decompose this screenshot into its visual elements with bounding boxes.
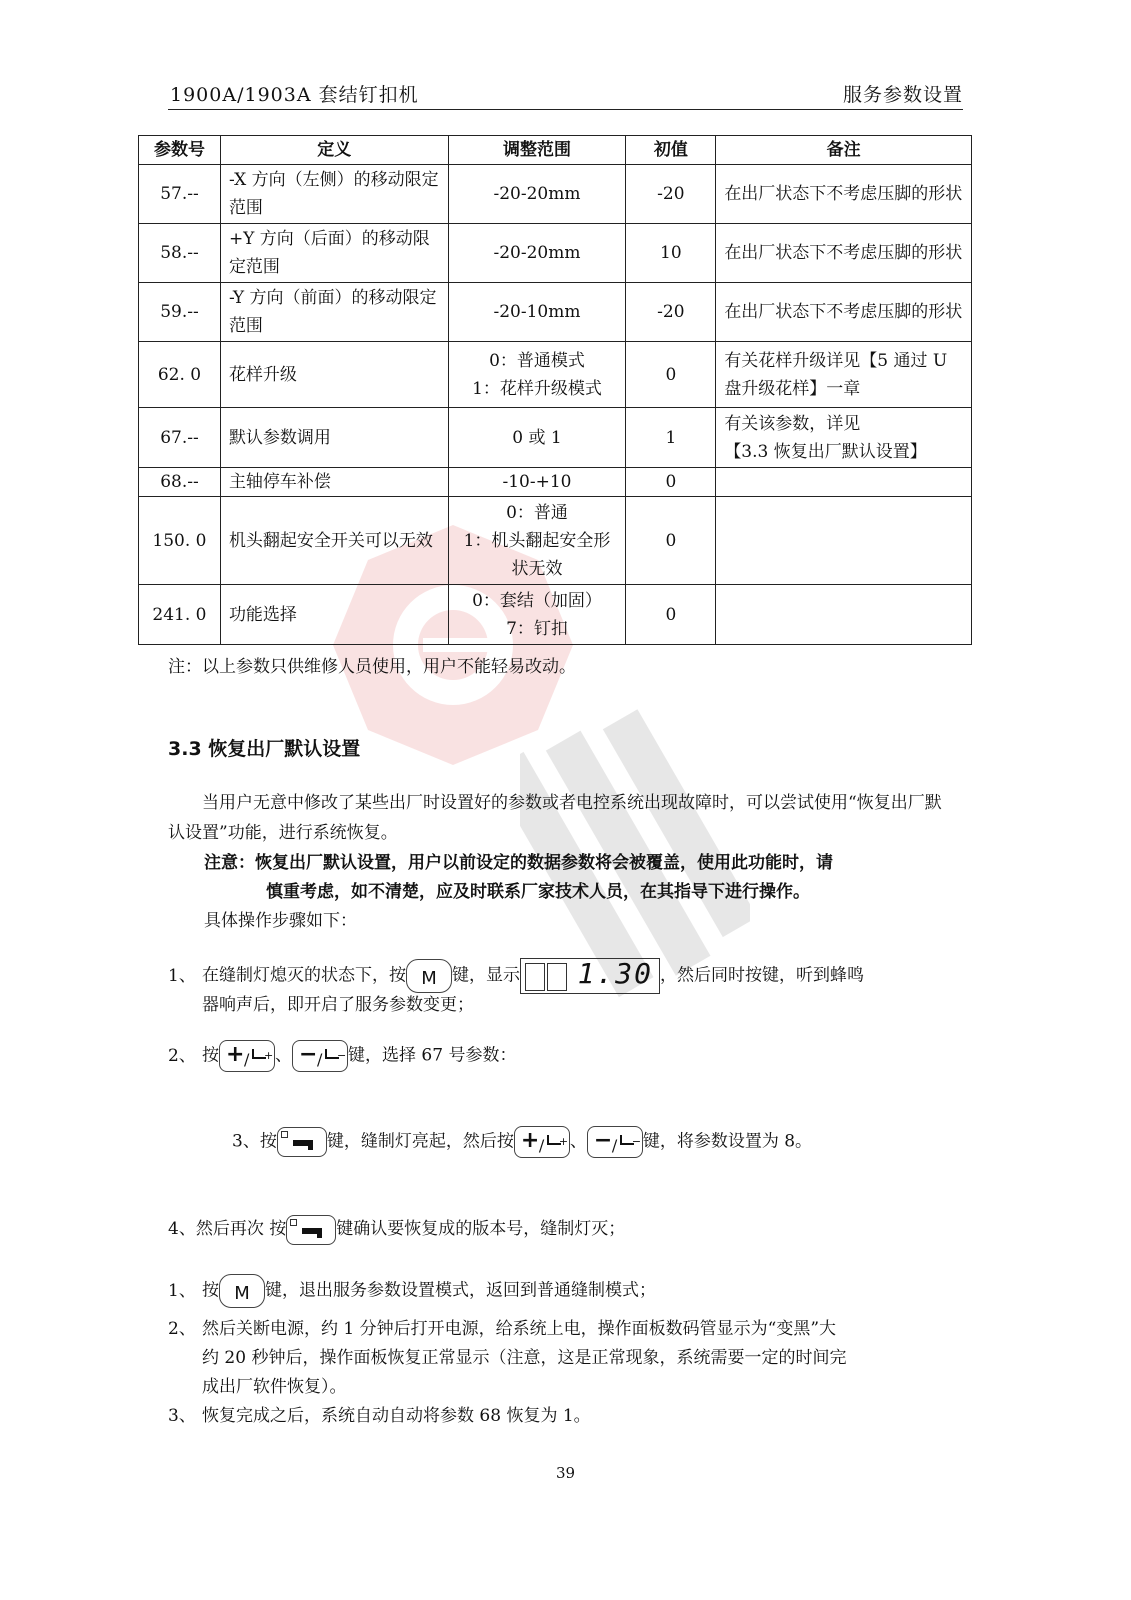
param-number: 62. 0: [139, 342, 221, 408]
param-initial: 0: [626, 468, 716, 497]
plus-icon: +: [520, 1128, 540, 1153]
step-3: [232, 1126, 812, 1158]
steps-intro: 具体操作步骤如下：: [204, 911, 357, 931]
page-number: 39: [555, 1464, 576, 1482]
step-text: 键，选择 67 号参数：: [348, 1045, 517, 1066]
step-text: 键，缝制灯亮起，然后按: [326, 1131, 514, 1152]
param-number: 57.--: [139, 165, 221, 224]
param-remarks: [716, 468, 972, 497]
plus-key[interactable]: + / +: [514, 1126, 570, 1158]
m-key[interactable]: [219, 1274, 265, 1308]
param-initial: 0: [626, 497, 716, 585]
param-range: -20-10mm: [448, 283, 626, 342]
param-remarks: 有关花样升级详见【5 通过 U 盘升级花样】一章: [716, 342, 972, 408]
step-number: 1、: [168, 1280, 196, 1301]
param-initial: 0: [626, 342, 716, 408]
param-definition: 花样升级: [220, 342, 448, 408]
table-row: [139, 165, 972, 224]
plus-superscript: +: [264, 1049, 274, 1062]
table-header-row: [139, 136, 972, 165]
m-key[interactable]: [406, 959, 452, 993]
param-number: 241. 0: [139, 585, 221, 645]
range-option-0: 0：普通: [506, 502, 568, 523]
header-section: 服务参数设置: [842, 84, 963, 106]
minus-icon: −: [593, 1128, 613, 1153]
col-header-range: 调整范围: [448, 136, 626, 165]
intro-paragraph: 当用户无意中修改了某些出厂时设置好的参数或者电控系统出现故障时，可以尝试使用“恢复出厂默认设置”功能，进行系统恢复。: [168, 793, 942, 843]
ready-key[interactable]: [286, 1215, 336, 1245]
range-option-0: 0：套结（加固）: [472, 590, 602, 611]
warning-line-1: 注意：恢复出厂默认设置，用户以前设定的数据参数将会被覆盖，使用此功能时，请: [204, 853, 833, 873]
minus-superscript: −: [337, 1049, 347, 1062]
param-initial: 1: [626, 408, 716, 468]
param-number: 68.--: [139, 468, 221, 497]
section-title: 3.3 恢复出厂默认设置: [168, 738, 361, 760]
param-range: -20-20mm: [448, 165, 626, 224]
range-option-1: 7：钉扣: [506, 618, 568, 639]
step-text: 键确认要恢复成的版本号，缝制灯灭；: [336, 1219, 626, 1239]
step-text: ，然后同时按键，听到蜂鸣: [660, 965, 864, 986]
header-rule: [168, 109, 963, 110]
table-row: [139, 224, 972, 283]
param-range: -10-+10: [448, 468, 626, 497]
param-remarks: [716, 497, 972, 585]
separator: 、: [275, 1045, 292, 1066]
param-remarks: [716, 585, 972, 645]
param-initial: -20: [626, 165, 716, 224]
plus-icon: +: [226, 1042, 245, 1067]
param-definition: -Y 方向（前面）的移动限定范围: [220, 283, 448, 342]
separator: 、: [569, 1131, 587, 1152]
step-text: 按: [202, 1280, 219, 1301]
step-text: 按: [202, 1045, 219, 1066]
step-number: 1、: [168, 965, 196, 986]
minus-superscript: −: [631, 1135, 642, 1148]
indicator-icon: [281, 1131, 288, 1138]
table-row: [139, 342, 972, 408]
param-range: -20-20mm: [448, 224, 626, 283]
table-row: [139, 585, 972, 645]
presser-foot-icon: [293, 1140, 313, 1146]
step-number: 3、: [168, 1406, 196, 1426]
table-row: [139, 408, 972, 468]
param-range: [448, 342, 626, 408]
col-header-number: 参数号: [139, 136, 221, 165]
step-6-line-2: 约 20 秒钟后，操作面板恢复正常显示（注意，这是正常现象，系统需要一定的时间完: [202, 1348, 847, 1368]
param-definition: 机头翻起安全开关可以无效: [220, 497, 448, 585]
param-remarks: 在出厂状态下不考虑压脚的形状: [716, 165, 972, 224]
table-row: [139, 468, 972, 497]
range-option-0: 0：普通模式: [489, 350, 585, 371]
indicator-icon: [290, 1219, 297, 1226]
param-definition: -X 方向（左侧）的移动限定范围: [220, 165, 448, 224]
minus-key[interactable]: − / −: [292, 1040, 348, 1072]
range-option-1: 1：花样升级模式: [472, 378, 602, 399]
step-text: 恢复完成之后，系统自动自动将参数 68 恢复为 1。: [202, 1406, 591, 1426]
minus-key[interactable]: − / −: [587, 1126, 643, 1158]
remarks-line-1: 【3.3 恢复出厂默认设置】: [724, 441, 927, 462]
led-display-value: 1.30: [577, 957, 653, 990]
header-title: 1900A/1903A 套结钉扣机: [170, 84, 419, 106]
parameter-table: [138, 135, 972, 645]
param-initial: 0: [626, 585, 716, 645]
minus-icon: −: [299, 1042, 318, 1067]
param-definition: 功能选择: [220, 585, 448, 645]
step-2: [168, 1040, 516, 1072]
step-6-line-3: 成出厂软件恢复）。: [202, 1377, 347, 1397]
range-option-1: 1：机头翻起安全形状无效: [463, 530, 611, 579]
col-header-remarks: 备注: [716, 136, 972, 165]
plus-key[interactable]: + / +: [219, 1040, 275, 1072]
param-number: 58.--: [139, 224, 221, 283]
param-range: 0 或 1: [448, 408, 626, 468]
col-header-definition: 定义: [220, 136, 448, 165]
param-remarks: 在出厂状态下不考虑压脚的形状: [716, 283, 972, 342]
param-range: [448, 585, 626, 645]
step-number: 2、: [168, 1319, 196, 1339]
step-5: [168, 1274, 656, 1308]
table-note: 注：以上参数只供维修人员使用，用户不能轻易改动。: [168, 657, 576, 677]
ready-key[interactable]: [277, 1127, 327, 1157]
led-display: [520, 958, 660, 994]
param-remarks: 在出厂状态下不考虑压脚的形状: [716, 224, 972, 283]
step-6: [168, 1314, 836, 1344]
param-remarks: [716, 408, 972, 468]
step-text: 键，显示: [452, 965, 520, 986]
step-number: 2、: [168, 1045, 196, 1066]
step-text: 4、然后再次 按: [168, 1219, 287, 1239]
param-number: 67.--: [139, 408, 221, 468]
param-number: 59.--: [139, 283, 221, 342]
col-header-initial: 初值: [626, 136, 716, 165]
presser-foot-icon: [302, 1228, 322, 1234]
param-initial: 10: [626, 224, 716, 283]
step-text: 3、按: [232, 1131, 277, 1152]
param-definition: +Y 方向（后面）的移动限定范围: [220, 224, 448, 283]
step-1-continued: 器响声后，即开启了服务参数变更；: [202, 995, 474, 1015]
step-text: 在缝制灯熄灭的状态下，按: [202, 965, 406, 986]
step-1: [168, 958, 864, 994]
step-text: 然后关断电源，约 1 分钟后打开电源，给系统上电，操作面板数码管显示为“变黑”大: [202, 1319, 837, 1339]
m-key-label: M: [234, 1283, 250, 1304]
step-4: [168, 1214, 625, 1245]
param-range: [448, 497, 626, 585]
remarks-line-0: 有关该参数，详见: [724, 413, 861, 434]
plus-superscript: +: [558, 1135, 569, 1148]
warning-line-2: 慎重考虑，如不清楚，应及时联系厂家技术人员，在其指导下进行操作。: [266, 882, 810, 902]
param-definition: 默认参数调用: [220, 408, 448, 468]
step-text: 键，将参数设置为 8。: [642, 1131, 813, 1152]
param-definition: 主轴停车补偿: [220, 468, 448, 497]
table-row: [139, 497, 972, 585]
m-key-label: M: [421, 968, 437, 989]
param-number: 150. 0: [139, 497, 221, 585]
step-7: [168, 1401, 591, 1431]
step-text: 键，退出服务参数设置模式，返回到普通缝制模式；: [265, 1280, 656, 1301]
table-row: [139, 283, 972, 342]
param-initial: -20: [626, 283, 716, 342]
